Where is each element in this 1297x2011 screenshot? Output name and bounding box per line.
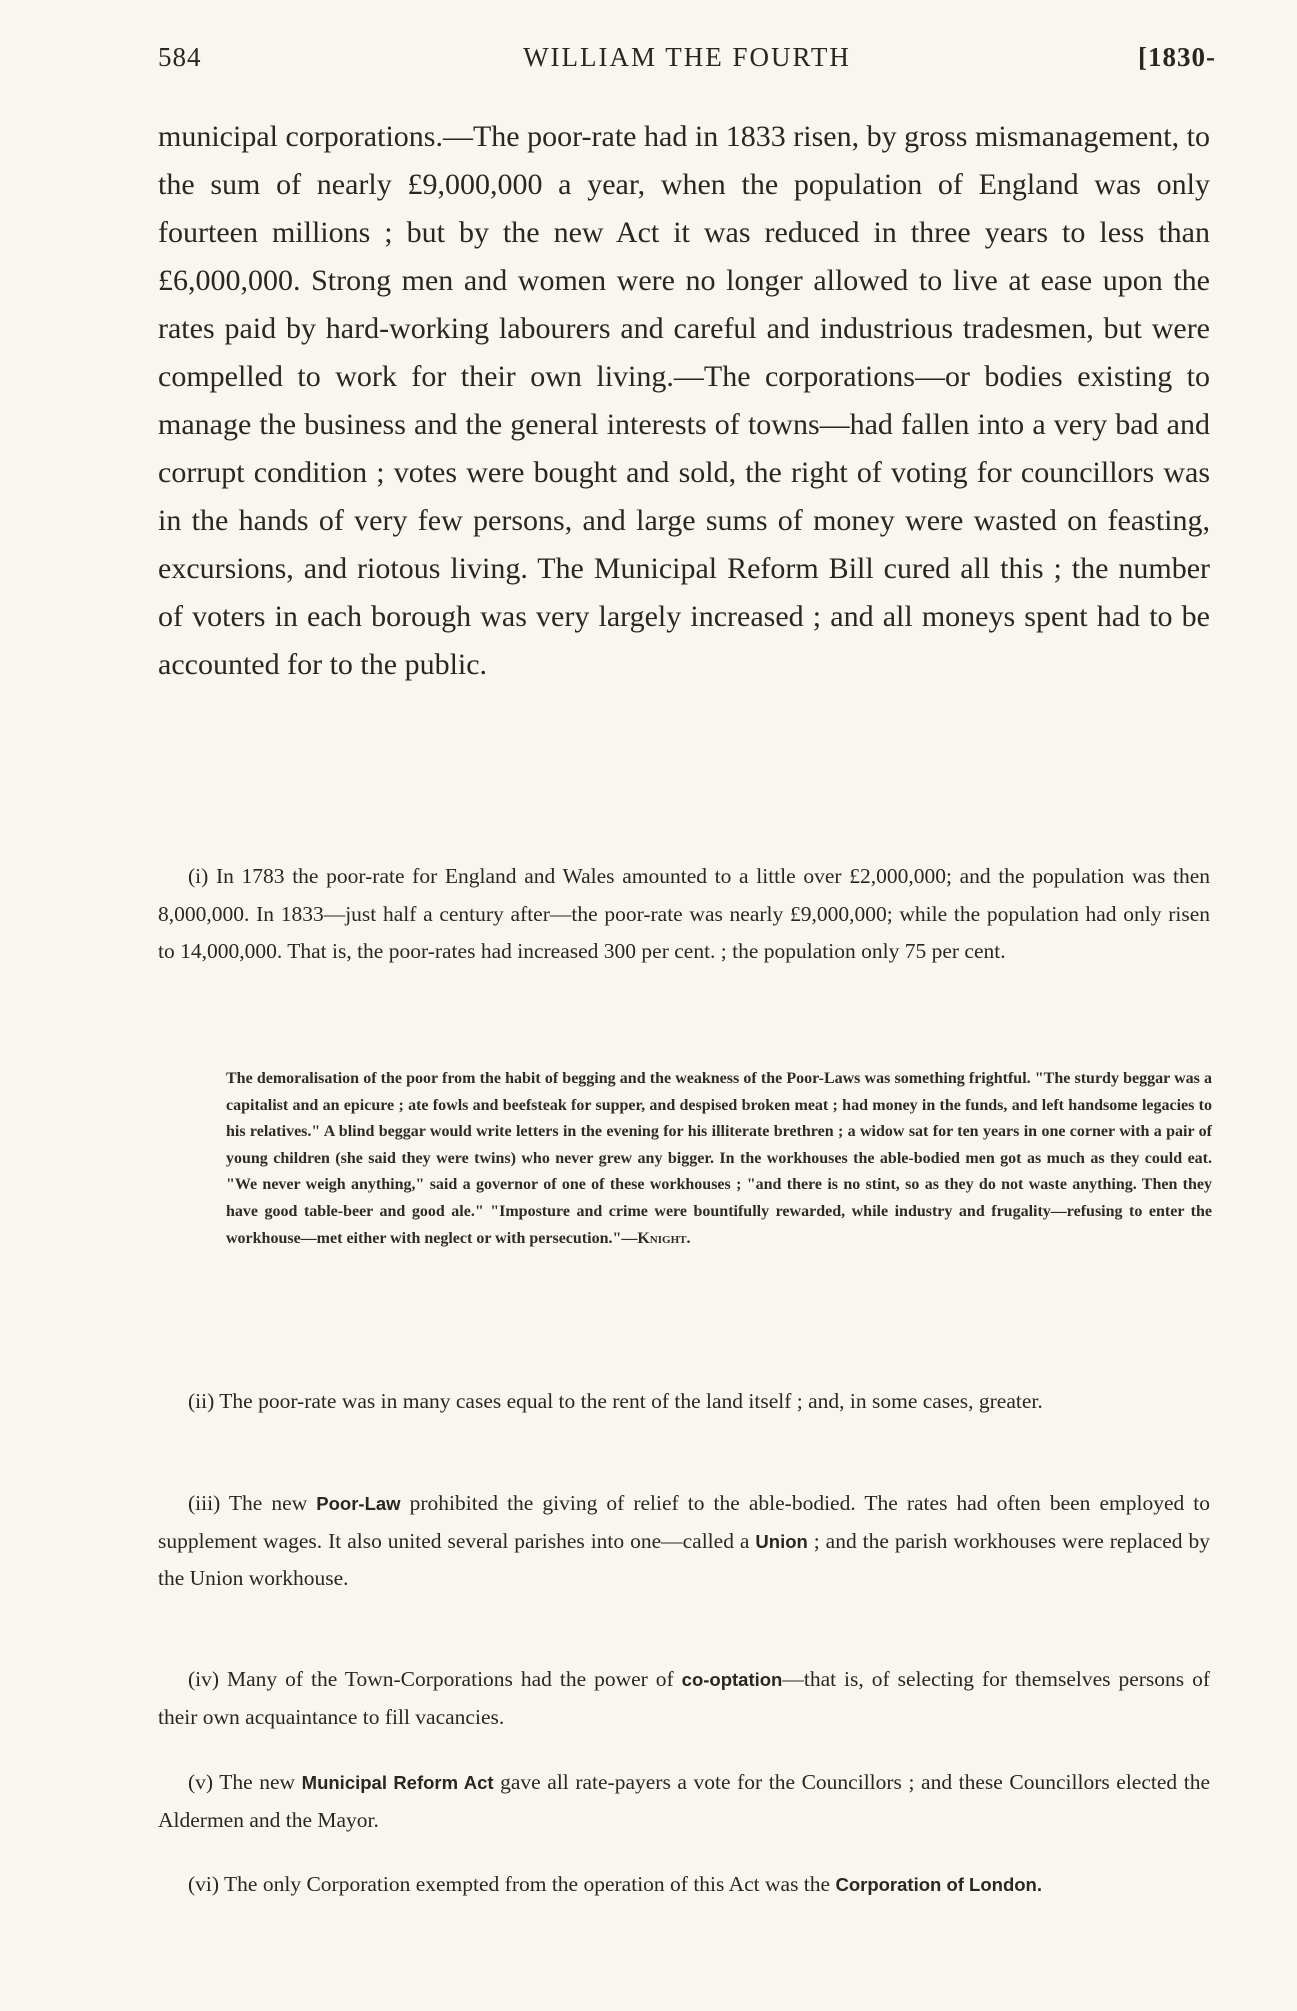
note-text: The new	[228, 1491, 308, 1515]
note-text: ; and the parish workhouses were replaced by the Union workhouse.	[158, 1528, 1211, 1590]
note-text: The only Corporation exempted from the operation of this Act was the	[224, 1872, 831, 1896]
page-number: 584	[158, 42, 202, 72]
note-text: In 1783 the poor-rate for England and Wales amounted to a little over £2,000,000; and the population was then 8,000,000. In 1833—just half a century after—the poor-rate was nearly £9,000,000; while the population had only risen to 14,000,000. That is, the poor-rates had increased 300 per cent. ; the population only 75 per cent.	[158, 864, 1210, 963]
term-municipal-reform-act: Municipal Reform Act	[301, 1772, 494, 1793]
block-quote	[226, 1066, 1212, 1252]
note-number: (v)	[188, 1770, 214, 1794]
body-paragraph: municipal corporations.—The poor-rate had in 1833 risen, by gross mismanagement, to the sum of nearly £9,000,000 a year, when the population of England was only fourteen millions ; but by the new Act it was reduced in three years to less than £6,000,000. Strong men and women were no longer allowed to live at ease upon the rates paid by hard-working labourers and careful and industrious tradesmen, but were compelled to work for their own living.—The corporations—or bodies existing to manage the business and the general interests of towns—had fallen into a very bad and corrupt condition ; votes were bought and sold, the right of voting for councillors was in the hands of very few persons, and large sums of money were wasted on feasting, excursions, and riotous living. The Municipal Reform Bill cured all this ; the number of voters in each borough was very largely increased ; and all moneys spent had to be accounted for to the public.	[158, 120, 1210, 681]
note-iv	[158, 1661, 1210, 1736]
note-ii	[158, 1383, 1210, 1421]
term-poor-law: Poor-Law	[316, 1493, 401, 1514]
term-co-optation: co-optation	[681, 1669, 783, 1690]
note-i	[158, 858, 1210, 971]
year-range: [1830-	[1138, 42, 1216, 72]
note-text: Many of the Town-Corporations had the power of	[227, 1667, 674, 1691]
note-text: gave all rate-payers a vote for the Councillors ; and these Councillors elected the Aldermen and the Mayor.	[158, 1770, 1210, 1832]
note-v	[158, 1764, 1210, 1839]
note-text: prohibited the giving of relief to the able-bodied. The rates had often been employed to supplement wages. It also united several parishes into one—called a	[158, 1491, 1211, 1553]
note-vi	[158, 1866, 1210, 1904]
note-number: (vi)	[188, 1872, 220, 1896]
note-text: —that is, of selecting for themselves persons of their own acquaintance to fill vacancies.	[158, 1667, 1211, 1729]
term-union: Union	[755, 1530, 808, 1552]
note-iii	[158, 1485, 1210, 1598]
term-corporation-of-london: Corporation of London.	[835, 1874, 1042, 1895]
note-number: (iv)	[188, 1667, 220, 1691]
note-number: (iii)	[188, 1491, 221, 1515]
note-text: The poor-rate was in many cases equal to the rent of the land itself ; and, in some cases, greater.	[219, 1389, 1043, 1413]
note-number: (ii)	[188, 1389, 215, 1413]
quote-attribution: Knight.	[637, 1229, 691, 1247]
note-number: (i)	[188, 864, 209, 888]
running-header	[158, 42, 1216, 82]
quote-text: The demoralisation of the poor from the habit of begging and the weakness of the Poor-Laws was something frightful. "The sturdy beggar was a capitalist and an epicure ; ate fowls and beefsteak for supper, and despised broken meat ; had money in the funds, and left handsome legacies to his relatives." A blind beggar would write letters in the evening for his illiterate brethren ; a widow sat for ten years in one corner with a pair of young children (she said they were twins) who never grew any bigger. In the workhouses the able-bodied men got as much as they could eat. "We never weigh anything," said a governor of one of these workhouses ; "and there is no stint, so as they do not waste anything. Then they have good table-beer and good ale." "Imposture and crime were bountifully rewarded, while industry and frugality—refusing to enter the workhouse—met either with neglect or with persecution."—	[226, 1070, 1212, 1247]
running-title: WILLIAM THE FOURTH	[523, 42, 851, 72]
note-text: The new	[219, 1770, 296, 1794]
